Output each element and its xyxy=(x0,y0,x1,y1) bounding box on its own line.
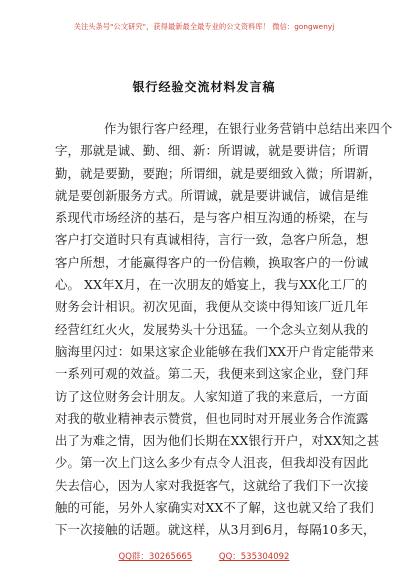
body-line: 失去信心，因为人家对我挺客气，这就给了我们下一次接 xyxy=(55,477,369,493)
body-line: 财务会计相识。初次见面，我便从交谈中得知该厂近几年 xyxy=(55,299,369,315)
body-line: 下一次接触的话题。就这样，从3月到6月，每隔10多天， xyxy=(55,522,376,538)
body-line: 经营红红火火，发展势头十分迅猛。一个念头立刻从我的 xyxy=(55,321,369,337)
document-title: 银行经验交流材料发言稿 xyxy=(132,80,276,94)
footer-qq-group: QQ群：30265665 xyxy=(118,552,193,562)
body-line: 客户所想，才能赢得客户的一份信赖，换取客户的一份诚 xyxy=(55,254,369,270)
page-footer xyxy=(0,550,408,562)
document-body xyxy=(55,118,393,542)
body-line: 心。 XX年X月，在一次朋友的婚宴上，我与XX化工厂的 xyxy=(55,277,368,293)
body-line: 客户打交道时只有真诚相待，言行一致，急客户所急，想 xyxy=(55,232,369,248)
body-line: 触的可能，另外人家确实对XX不了解，这也就又给了我们 xyxy=(55,500,374,516)
body-line: 勤，就是要勤，要跑；所谓细，就是要细致入微；所谓新， xyxy=(55,165,382,181)
footer-qq-contact: QQ：535304092 xyxy=(218,552,290,562)
body-line: 脑海里闪过：如果这家企业能够在我们XX开户肯定能带来 xyxy=(55,343,374,359)
body-line: 字，那就是诚、勤、细、新：所谓诚，就是要讲信；所谓 xyxy=(55,143,369,159)
body-line: 对我的敬业精神表示赞赏，但也同时对开展业务合作流露 xyxy=(55,410,369,426)
body-line: 访了这位财务会计朋友。人家知道了我的来意后，一方面 xyxy=(55,388,369,404)
body-line: 系现代市场经济的基石，是与客户相互沟通的桥梁，在与 xyxy=(55,210,369,226)
page-header-banner: 关注头条号"公文研究"，获得最新最全最专业的公文资料库！ 微信：gongwenyj xyxy=(73,22,335,31)
body-line: 作为银行客户经理，在银行业务营销中总结出来四个 xyxy=(104,121,393,136)
body-line: 少。第一次上门这么多少有点令人沮丧，但我却没有因此 xyxy=(55,455,369,471)
body-line: 出了为难之情，因为他们长期在XX银行开户，对XX知之甚 xyxy=(55,433,380,449)
body-line: 就是要创新服务方式。所谓诚，就是要讲诚信，诚信是维 xyxy=(55,187,369,203)
body-line: 一系列可观的效益。第二天，我便来到这家企业，登门拜 xyxy=(55,366,369,382)
